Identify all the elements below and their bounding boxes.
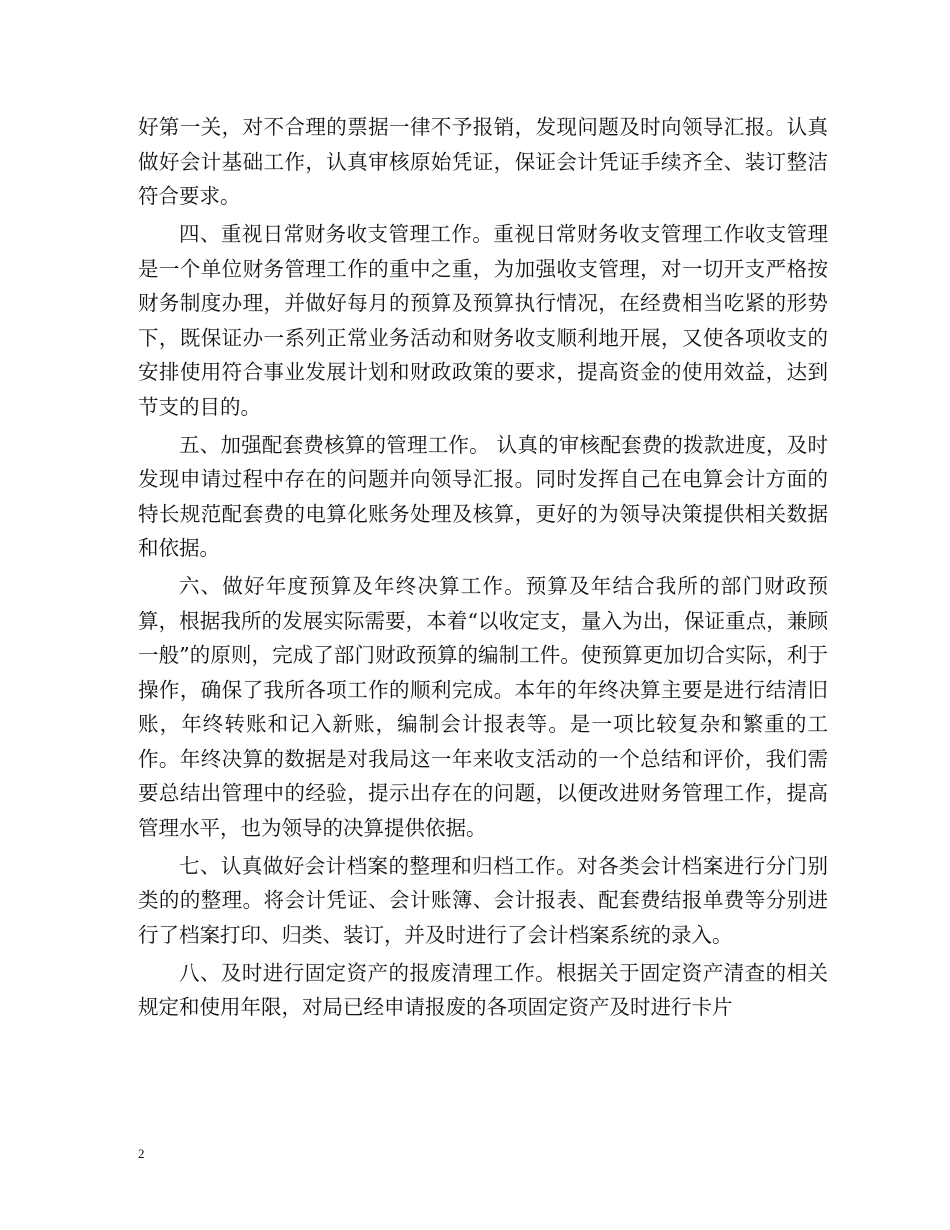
paragraph-section-8: 八、及时进行固定资产的报废清理工作。根据关于固定资产清查的相关规定和使用年限，对局已经申请报废的各项固定资产及时进行卡片 bbox=[138, 960, 828, 1019]
document-body bbox=[138, 110, 828, 1028]
paragraph-continuation: 好第一关，对不合理的票据一律不予报销，发现问题及时向领导汇报。认真做好会计基础工作，认真审核原始凭证，保证会计凭证手续齐全、装订整洁符合要求。 bbox=[138, 115, 828, 208]
paragraph-section-6: 六、做好年度预算及年终决算工作。预算及年结合我所的部门财政预算，根据我所的发展实际需要，本着“以收定支，量入为出，保证重点，兼顾一般”的原则，完成了部门财政预算的编制工件。使预算更加切合实际，利于操作，确保了我所各项工作的顺利完成。本年的年终决算主要是进行结清旧账，年终转账和记入新账，编制会计报表等。是一项比较复杂和繁重的工作。年终决算的数据是对我局这一年来收支活动的一个总结和评价，我们需要总结出管理中的经验，提示出存在的问题，以便改进财务管理工作，提高管理水平，也为领导的决算提供依据。 bbox=[138, 574, 828, 840]
paragraph-section-4: 四、重视日常财务收支管理工作。重视日常财务收支管理工作收支管理是一个单位财务管理工作的重中之重，为加强收支管理，对一切开支严格按财务制度办理，并做好每月的预算及预算执行情况，在经费相当吃紧的形势下，既保证办一系列正常业务活动和财务收支顺利地开展，又使各项收支的安排使用符合事业发展计划和财政政策的要求，提高资金的使用效益，达到节支的目的。 bbox=[138, 222, 828, 419]
page-number: 2 bbox=[138, 1146, 145, 1161]
paragraph-section-7: 七、认真做好会计档案的整理和归档工作。对各类会计档案进行分门别类的的整理。将会计凭证、会计账簿、会计报表、配套费结报单费等分别进行了档案打印、归类、装订，并及时进行了会计档案系统的录入。 bbox=[138, 853, 828, 947]
paragraph-section-5: 五、加强配套费核算的管理工作。 认真的审核配套费的拨款进度，及时发现申请过程中存在的问题并向领导汇报。同时发挥自己在电算会计方面的特长规范配套费的电算化账务处理及核算，更好的为领导决策提供相关数据和依据。 bbox=[138, 432, 828, 560]
